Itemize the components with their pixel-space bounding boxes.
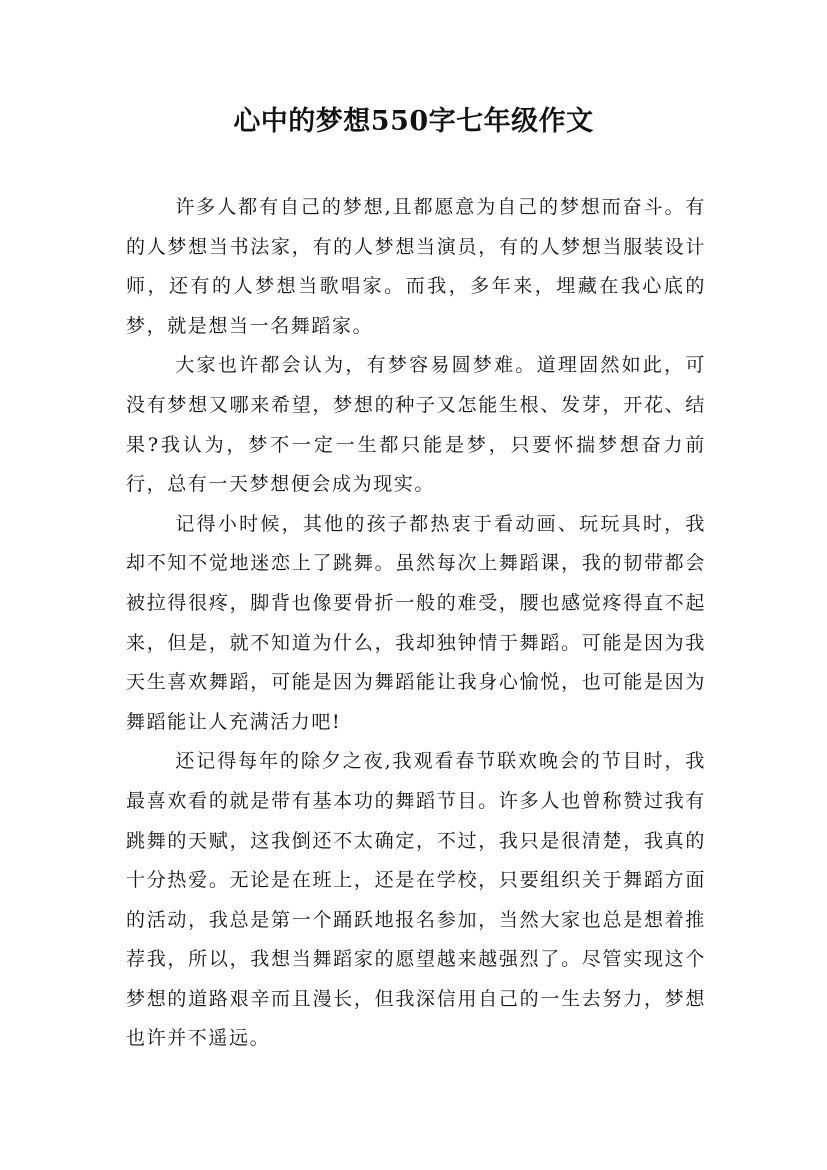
paragraph-1: 许多人都有自己的梦想,且都愿意为自己的梦想而奋斗。有的人梦想当书法家，有的人梦想当演员，有的人梦想当服装设计师，还有的人梦想当歌唱家。而我，多年来，埋藏在我心底的梦，就是想当一名舞蹈家。 <box>126 196 706 337</box>
paragraph-3: 记得小时候，其他的孩子都热衷于看动画、玩玩具时，我却不知不觉地迷恋上了跳舞。虽然每次上舞蹈课，我的韧带都会被拉得很疼，脚背也像要骨折一般的难受，腰也感觉疼得直不起来，但是，就不知道为什么，我却独钟情于舞蹈。可能是因为我天生喜欢舞蹈，可能是因为舞蹈能让我身心愉悦，也可能是因为舞蹈能让人充满活力吧! <box>126 512 706 733</box>
paragraph-4: 还记得每年的除夕之夜,我观看春节联欢晚会的节目时，我最喜欢看的就是带有基本功的舞蹈节目。许多人也曾称赞过我有跳舞的天赋，这我倒还不太确定，不过，我只是很清楚，我真的十分热爱。无论是在班上，还是在学校，只要组织关于舞蹈方面的活动，我总是第一个踊跃地报名参加，当然大家也总是想着推荐我，所以，我想当舞蹈家的愿望越来越强烈了。尽管实现这个梦想的道路艰辛而且漫长，但我深信用自己的一生去努力，梦想也许并不遥远。 <box>126 750 706 1050</box>
paragraph-2: 大家也许都会认为，有梦容易圆梦难。道理固然如此，可没有梦想又哪来希望，梦想的种子又怎能生根、发芽，开花、结果?我认为，梦不一定一生都只能是梦，只要怀揣梦想奋力前行，总有一天梦想便会成为现实。 <box>126 354 706 496</box>
document-title: 心中的梦想550字七年级作文 <box>233 106 594 137</box>
essay-body <box>126 188 706 1059</box>
